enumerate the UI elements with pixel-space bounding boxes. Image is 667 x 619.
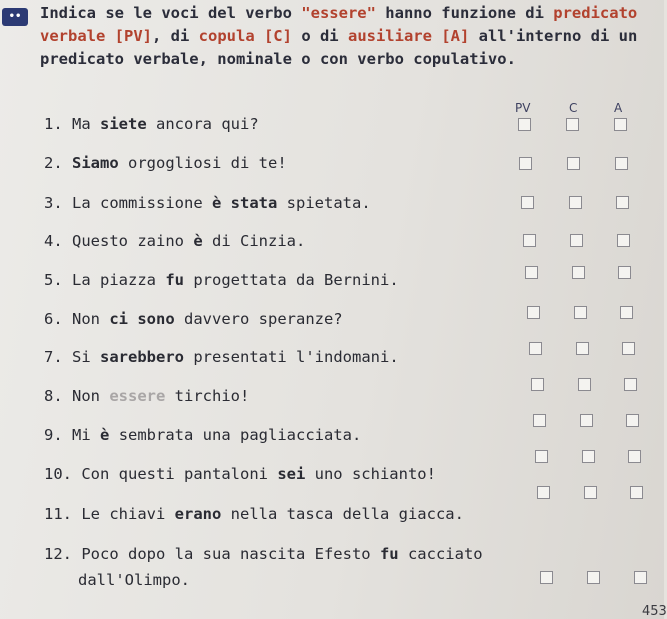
checkbox-pv[interactable] [521,196,534,209]
checkbox-a[interactable] [618,266,631,279]
instruction-highlight: ausiliare [A] [347,27,470,45]
sentence-text: Con questi pantaloni [81,465,278,483]
sentence-text: Le chiavi [81,505,175,523]
instruction-text: Indica se le voci del verbo [40,4,302,22]
sentence-text: Questo zaino [72,232,194,250]
sentence-text: presentati l'indomani. [184,348,399,366]
checkbox-c[interactable] [570,234,583,247]
sentence-text: La commissione [72,194,212,212]
checkbox-pv[interactable] [518,118,531,131]
checkbox-a[interactable] [628,450,641,463]
exercise-marker: •• [2,8,28,26]
verb-essere: sei [277,465,306,483]
sentence-text: Poco dopo la sua nascita Efesto [81,545,380,563]
column-header-c: C [569,101,578,115]
exercise-instruction [40,2,655,71]
instruction-text: , di [151,27,199,45]
sentence-text: Non [72,387,110,405]
checkbox-c[interactable] [580,414,593,427]
verb-essere: è [193,232,203,250]
item-number: 12. [44,545,72,563]
exercise-sentence [44,465,436,483]
checkbox-c[interactable] [576,342,589,355]
verb-essere: sarebbero [100,348,185,366]
checkbox-c[interactable] [584,486,597,499]
sentence-text: Si [72,348,101,366]
sentence-text: La piazza [72,271,166,289]
exercise-sentence [44,115,259,133]
checkbox-pv[interactable] [540,571,553,584]
checkbox-a[interactable] [616,196,629,209]
verb-essere: fu [165,271,185,289]
exercise-sentence [44,310,343,328]
item-number: 9. [44,426,63,444]
checkbox-a[interactable] [614,118,627,131]
exercise-sentence [44,505,464,523]
sentence-text: dall'Olimpo. [78,571,190,589]
exercise-sentence [44,348,399,366]
checkbox-a[interactable] [626,414,639,427]
sentence-text: di Cinzia. [202,232,306,250]
sentence-text: cacciato [398,545,483,563]
sentence-text: davvero speranze? [174,310,343,328]
exercise-sentence [44,271,399,289]
item-number: 10. [44,465,72,483]
exercise-sentence [44,154,287,172]
instruction-highlight: copula [C] [198,27,292,45]
exercise-sentence [44,387,249,405]
checkbox-c[interactable] [582,450,595,463]
checkbox-a[interactable] [622,342,635,355]
instruction-text: hanno funzione di [375,4,554,22]
checkbox-pv[interactable] [537,486,550,499]
sentence-text: sembrata una pagliacciata. [109,426,362,444]
page-number: 453 [642,604,667,619]
item-number: 1. [44,115,63,133]
checkbox-c[interactable] [574,306,587,319]
sentence-text: ancora qui? [146,115,259,133]
verb-essere: fu [379,545,399,563]
instruction-text: all'interno di un predicato verbale, nominale o con verbo copulativo. [40,27,638,68]
verb-essere: ci sono [109,310,175,328]
checkbox-c[interactable] [569,196,582,209]
checkbox-pv[interactable] [525,266,538,279]
checkbox-a[interactable] [620,306,633,319]
checkbox-a[interactable] [630,486,643,499]
verb-essere: essere [109,387,166,405]
checkbox-c[interactable] [572,266,585,279]
sentence-text: Non [72,310,110,328]
checkbox-c[interactable] [567,157,580,170]
verb-essere: è [100,426,110,444]
instruction-highlight: "essere" [301,4,376,22]
exercise-sentence [44,545,483,589]
sentence-text: progettata da Bernini. [184,271,399,289]
checkbox-a[interactable] [624,378,637,391]
sentence-text: spietata. [277,194,371,212]
checkbox-c[interactable] [578,378,591,391]
item-number: 5. [44,271,63,289]
item-number: 4. [44,232,63,250]
exercise-sentence [44,194,371,212]
verb-essere: Siamo [72,154,119,172]
verb-essere: è stata [212,194,278,212]
exercise-sentence [44,232,305,250]
checkbox-a[interactable] [634,571,647,584]
checkbox-pv[interactable] [535,450,548,463]
sentence-text: nella tasca della giacca. [221,505,464,523]
item-number: 7. [44,348,63,366]
checkbox-c[interactable] [587,571,600,584]
checkbox-a[interactable] [615,157,628,170]
item-number: 11. [44,505,72,523]
sentence-text: Mi [72,426,101,444]
sentence-text: Ma [72,115,101,133]
checkbox-pv[interactable] [531,378,544,391]
instruction-highlight: predicato verbale [PV] [40,4,638,45]
checkbox-pv[interactable] [519,157,532,170]
checkbox-a[interactable] [617,234,630,247]
sentence-text: uno schianto! [305,465,436,483]
sentence-text: orgogliosi di te! [118,154,287,172]
instruction-text: o di [291,27,348,45]
item-number: 8. [44,387,63,405]
checkbox-pv[interactable] [529,342,542,355]
checkbox-pv[interactable] [533,414,546,427]
exercise-sentence [44,426,361,444]
item-number: 2. [44,154,63,172]
column-header-pv: PV [515,101,531,115]
item-number: 6. [44,310,63,328]
verb-essere: siete [100,115,147,133]
checkbox-pv[interactable] [523,234,536,247]
item-number: 3. [44,194,63,212]
column-header-a: A [614,101,623,115]
sentence-text: tirchio! [165,387,250,405]
checkbox-c[interactable] [566,118,579,131]
verb-essere: erano [174,505,222,523]
checkbox-pv[interactable] [527,306,540,319]
